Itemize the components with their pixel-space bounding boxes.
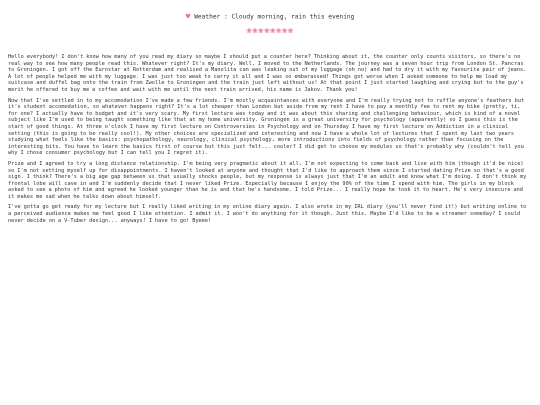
heart-divider: ❀❀❀❀❀❀❀❀ [246,25,294,36]
paragraph-signoff: I've gotta go get ready for my lecture but I really liked writing in my online diary again. I also wrote in my IRL diary (you'll never find it!) but writing online to a perceived audience makes me feel good I like attention. I admit it. I won't do anything for it though. Just this. Maybe I'd like to be a streamer someday? I could never decide on a V-Tuber design... anyways! I have to go! Byeee! [8,204,527,224]
heart-icon: ♥ [185,12,191,21]
weather-text: Weather : Cloudy morning, rain this evening [194,13,355,21]
weather-line [8,12,532,22]
diary-entry-body [8,54,532,224]
paragraph-university: Now that I've settled in to my accomodation I've made a few friends. I'm mostly acquaintances with everyone and I'm really trying not to ruffle anyone's feathers but it's student accomodation, so whatever happens right? It's a lot cheaper than London but aside from my rent I have to pay a monthly fee to rent my bike (pretty, ti, for one? I actually have to budget and it's very scary. My first lecture was today and it was about this sharing and challenging behaviour, which is kind of a novel subject like I'm used to being taught something like that at my home university. Groningen is a great university for psychology (apparently) so I guess this is the start of good things. At three o'clock I have my first lecture on Controversies in Psychology and on Thursday I have my first lecture on Addiction in a clinical setting (this is going to be really cool!). My other choices are specialized and interesting and now I have a whole lot of lectures that I spent my last two years studying what feels like the basics: psychopathology, neurology, clinical psychology, more introductions into fields of psychology rather than focusing on the interesting bits. You have to learn the basics first of course but this just felt... cooler? I did get to choose my modules so that's probably why (couldn't tell you why I chose consumer psychology but I can tell you I regret it). [8,97,525,157]
entry-header [8,12,532,54]
paragraph-relationship: Prize and I agreed to try a long distance relationship. I'm being very pragmatic about it all, I'm not expecting to come back and live with him (though it'd be nice) so I'm not setting myself up for disappointments. I haven't looked at anyone and thought that I'd like to approach them since I started dating Prize so that's a good sign. I think? There's a big age gap between us that usually shocks people, but my response is always just that I'm an adult and know what I'm doing. I don't think my frontal lobe will cave in and I'm suddenly decide that I never liked Prize. Especially because I enjoy the 90% of the time I spend with him. The girls in my block asked to see a photo of him and agreed he looked younger than he is and that he's handsome. I told Prize... I really hope he took it to heart. He's very insecure and it makes me sad when he talks down about himself. [8,160,527,200]
paragraph-travel: Hello everybody! I don't know how many of you read my diary so maybe I should put a counter here? Thinking about it, the counter only counts visitors, so there's no real way to see how many people read this. Whatever right? It's my diary. Well, I moved to the Netherlands. The journey was a seven hour trip from London St. Pancras to Groningen. I got off the Eurostar at Rotterdam and realised a Manolita can was leaking out of my luggage (oh no) and had to dry it with my favourite pair of jeans. A lot of people helped me with my luggage. I was just too weak to carry it all and I was so embarassed! Things got worse when I asked someone to help me load my suitcase and duffel bag onto the train from Zwolle to Groningen and the train just left without us! At that point I just started laughing and crying but to the guy's merit he offered to buy me a coffee and wait with me until the next train arrived, his name is Jakov. Thank you! [8,54,527,93]
